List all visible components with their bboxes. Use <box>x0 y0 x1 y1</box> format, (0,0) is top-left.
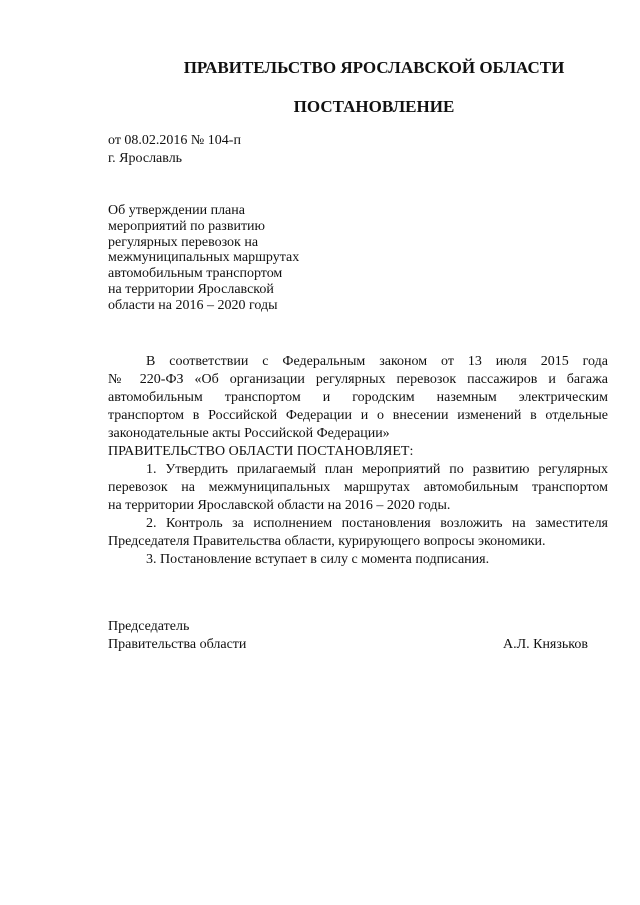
item-1-line: перевозок на межмуниципальных маршрутах автомобильным транспортом <box>108 480 608 495</box>
item-3-line: 3. Постановление вступает в силу с момента подписания. <box>146 552 490 567</box>
subject-line: автомобильным транспортом <box>108 266 283 282</box>
signature-block <box>108 618 588 654</box>
preamble-line: законодательные акты Российской Федерации» <box>108 426 390 441</box>
signatory-title-1: Председатель <box>108 619 190 634</box>
document-type-title: ПОСТАНОВЛЕНИЕ <box>293 97 455 116</box>
signatory-title-2: Правительства области <box>108 637 247 652</box>
subject-line: регулярных перевозок на <box>108 234 259 250</box>
preamble-line: № 220-ФЗ «Об организации регулярных перевозок пассажиров и багажа <box>108 372 608 387</box>
subject-line: межмуниципальных маршрутах <box>108 250 300 266</box>
preamble-line: В соответствии с Федеральным законом от 13 июля 2015 года <box>146 354 608 369</box>
signature-row <box>108 636 588 654</box>
document-meta <box>108 132 241 168</box>
item-1-line: на территории Ярославской области на 2016 – 2020 годы. <box>108 498 451 513</box>
item-2-line: Председателя Правительства области, курирующего вопросы экономики. <box>108 534 546 549</box>
organization-title: ПРАВИТЕЛЬСТВО ЯРОСЛАВСКОЙ ОБЛАСТИ <box>183 58 565 77</box>
signatory-name: А.Л. Князьков <box>503 637 588 652</box>
preamble-line: автомобильным транспортом и городским наземным электрическим <box>108 390 608 405</box>
resolves-statement: ПРАВИТЕЛЬСТВО ОБЛАСТИ ПОСТАНОВЛЯЕТ: <box>108 444 414 459</box>
item-1-line: 1. Утвердить прилагаемый план мероприятий по развитию регулярных <box>146 462 608 477</box>
city: г. Ярославль <box>108 151 183 166</box>
subject-line: на территории Ярославской <box>108 281 274 297</box>
date-number: от 08.02.2016 № 104-п <box>108 133 241 148</box>
preamble-line: транспортом в Российской Федерации и о внесении изменений в отдельные <box>108 408 608 423</box>
item-2-line: 2. Контроль за исполнением постановления возложить на заместителя <box>146 516 608 531</box>
subject-line: области на 2016 – 2020 годы <box>108 297 278 313</box>
document-subject <box>108 203 299 314</box>
subject-line: Об утверждении плана <box>108 203 245 218</box>
document-body <box>108 353 608 569</box>
subject-line: мероприятий по развитию <box>108 218 266 234</box>
